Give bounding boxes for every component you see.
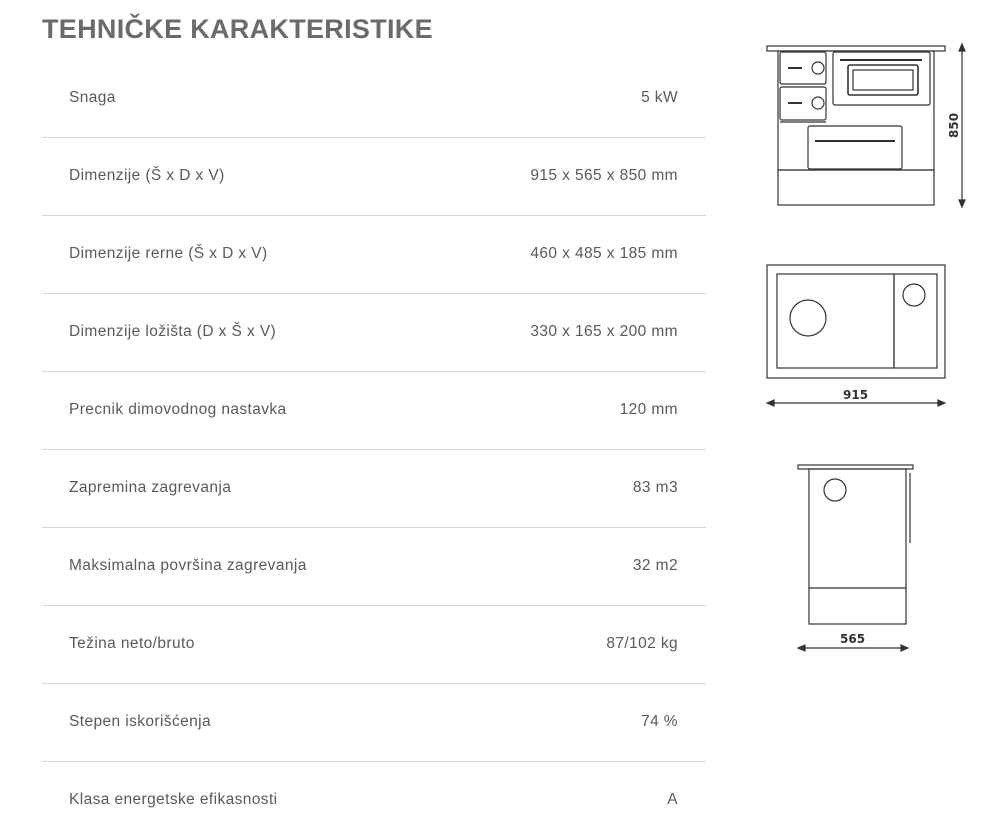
stove-top-view-diagram bbox=[760, 258, 960, 408]
spec-row-efficiency bbox=[42, 684, 706, 762]
page-title: TEHNIČKE KARAKTERISTIKE bbox=[42, 14, 433, 44]
spec-label: Snaga bbox=[69, 89, 116, 106]
spec-value: 74 % bbox=[641, 713, 678, 730]
spec-label: Zapremina zagrevanja bbox=[69, 479, 232, 496]
height-dimension-label: 850 bbox=[947, 112, 961, 138]
spec-label: Dimenzije rerne (Š x D x V) bbox=[69, 245, 268, 262]
spec-label: Stepen iskorišćenja bbox=[69, 713, 212, 730]
spec-value: 915 x 565 x 850 mm bbox=[530, 167, 678, 184]
spec-row-firebox-dimensions bbox=[42, 294, 706, 372]
stove-front-view-diagram bbox=[760, 38, 980, 213]
spec-label: Klasa energetske efikasnosti bbox=[69, 791, 278, 808]
width-dimension-label: 915 bbox=[843, 388, 869, 402]
spec-table bbox=[42, 60, 706, 839]
stove-side-view-diagram bbox=[790, 458, 925, 658]
spec-value: 120 mm bbox=[619, 401, 678, 418]
spec-label: Dimenzije ložišta (D x Š x V) bbox=[69, 323, 277, 340]
spec-label: Težina neto/bruto bbox=[69, 635, 195, 652]
spec-label: Maksimalna površina zagrevanja bbox=[69, 557, 307, 574]
spec-value: A bbox=[667, 791, 678, 808]
spec-value: 32 m2 bbox=[632, 557, 678, 574]
spec-value: 460 x 485 x 185 mm bbox=[530, 245, 678, 262]
depth-dimension-label: 565 bbox=[840, 632, 866, 646]
spec-row-oven-dimensions bbox=[42, 216, 706, 294]
spec-row-power bbox=[42, 60, 706, 138]
spec-value: 83 m3 bbox=[632, 479, 678, 496]
spec-row-energy-class bbox=[42, 762, 706, 839]
spec-value: 330 x 165 x 200 mm bbox=[530, 323, 678, 340]
spec-row-heating-volume bbox=[42, 450, 706, 528]
spec-value: 87/102 kg bbox=[606, 635, 678, 652]
spec-row-dimensions bbox=[42, 138, 706, 216]
spec-value: 5 kW bbox=[641, 89, 678, 106]
spec-row-heating-area bbox=[42, 528, 706, 606]
spec-row-weight bbox=[42, 606, 706, 684]
spec-label: Precnik dimovodnog nastavka bbox=[69, 401, 287, 418]
spec-label: Dimenzije (Š x D x V) bbox=[69, 167, 225, 184]
spec-row-flue-diameter bbox=[42, 372, 706, 450]
